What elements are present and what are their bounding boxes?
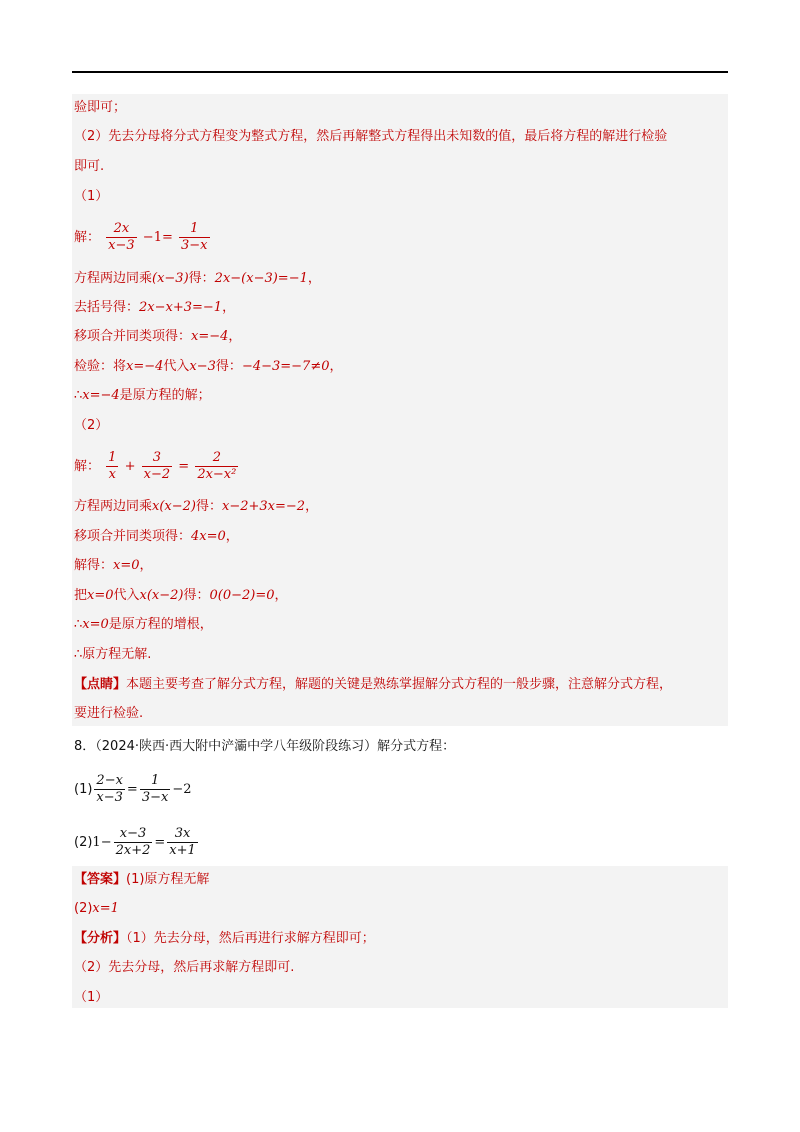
text: ， xyxy=(225,529,239,544)
part-label: （1） xyxy=(74,990,109,1005)
text: 得： xyxy=(196,499,223,514)
math: x=−4 xyxy=(82,388,120,403)
math: −1= xyxy=(142,230,173,245)
text: 去括号得： xyxy=(74,300,140,315)
numerator: 1 xyxy=(140,773,171,790)
math: = xyxy=(126,782,138,797)
analysis-line xyxy=(74,929,375,949)
text-line: 即可. xyxy=(74,159,105,174)
text: 方程两边同乘 xyxy=(74,499,153,514)
text: 解： xyxy=(74,230,101,245)
denominator: x−3 xyxy=(96,790,123,805)
step-line xyxy=(74,586,288,606)
text: 把 xyxy=(74,588,88,603)
numerator: 3 xyxy=(142,450,173,467)
math: x=1 xyxy=(92,901,119,916)
math: x(x−2) xyxy=(152,499,196,514)
text: ， xyxy=(307,271,321,286)
math: x=−4 xyxy=(126,359,164,374)
step-line xyxy=(74,527,239,547)
part-label: （2） xyxy=(74,418,109,433)
denominator: 2x+2 xyxy=(115,843,151,858)
step-line xyxy=(74,556,153,576)
math: x=0 xyxy=(87,588,114,603)
math: (x−3) xyxy=(152,271,189,286)
answer-line xyxy=(74,899,119,919)
answer-line xyxy=(74,870,209,890)
numerator: 1 xyxy=(179,221,210,238)
text: 解： xyxy=(74,459,101,474)
math: x=−4 xyxy=(191,329,229,344)
question-part xyxy=(74,826,200,859)
math: x−2+3x=−2 xyxy=(222,499,306,514)
math: 2x−(x−3)=−1 xyxy=(214,271,308,286)
text: 移项合并同类项得： xyxy=(74,529,192,544)
numerator: 2 xyxy=(195,450,238,467)
text: 得： xyxy=(215,359,242,374)
numerator: x−3 xyxy=(114,826,153,843)
text: 代入 xyxy=(113,588,140,603)
math: 2x−x+3=−1 xyxy=(139,300,223,315)
math: 4x=0 xyxy=(191,529,226,544)
text: ∴ xyxy=(74,388,83,403)
step-line xyxy=(74,357,343,377)
comment-line: 要进行检验. xyxy=(74,706,144,721)
text: ， xyxy=(274,588,288,603)
text-line: 验即可； xyxy=(74,100,127,115)
fraction xyxy=(195,450,238,483)
math: + xyxy=(124,459,136,474)
math: = xyxy=(154,835,166,850)
text: 本题主要考查了解分式方程，解题的关键是熟练掌握解分式方程的一般步骤，注意解分式方程， xyxy=(126,677,673,692)
text: ， xyxy=(305,499,319,514)
math: 1− xyxy=(92,835,112,850)
text: ， xyxy=(139,558,153,573)
denominator: 3−x xyxy=(181,238,208,253)
fraction xyxy=(106,450,118,483)
denominator: x−3 xyxy=(108,238,135,253)
math: x−3 xyxy=(189,359,216,374)
answer-tag: 【答案】 xyxy=(74,872,127,887)
math: −4−3=−7≠0 xyxy=(241,359,330,374)
text: 是原方程的解； xyxy=(119,388,211,403)
text: (2) xyxy=(74,835,93,850)
header-rule xyxy=(72,71,728,73)
fraction xyxy=(106,221,137,254)
numerator: 2x xyxy=(106,221,137,238)
text: 移项合并同类项得： xyxy=(74,329,192,344)
text: (2) xyxy=(74,901,93,916)
equation-line xyxy=(74,221,212,254)
question-part xyxy=(74,773,192,806)
text: 得： xyxy=(183,588,210,603)
denominator: x−2 xyxy=(143,467,171,482)
part-label: （1） xyxy=(74,189,109,204)
question-title: 8．（2024·陕西·西大附中浐灞中学八年级阶段练习）解分式方程： xyxy=(74,739,456,754)
step-line xyxy=(74,386,211,406)
math: = xyxy=(178,459,190,474)
text: 是原方程的增根， xyxy=(108,617,213,632)
math: 0(0−2)=0 xyxy=(209,588,275,603)
fraction xyxy=(167,826,198,859)
equation-line xyxy=(74,450,240,483)
fraction xyxy=(114,826,153,859)
denominator: x+1 xyxy=(169,843,196,858)
denominator: 2x−x² xyxy=(197,467,237,482)
text: 解得： xyxy=(74,558,114,573)
analysis-line: （2）先去分母，然后再求解方程即可. xyxy=(74,960,295,975)
text-line: （2）先去分母将分式方程变为整式方程，然后再解整式方程得出未知数的值，最后将方程的解进行检验 xyxy=(74,129,668,144)
step-line: ∴原方程无解. xyxy=(74,647,152,662)
step-line xyxy=(74,298,235,318)
step-line xyxy=(74,269,321,289)
text: 代入 xyxy=(163,359,190,374)
step-line xyxy=(74,615,213,635)
text: ， xyxy=(228,329,242,344)
denominator: x xyxy=(108,467,116,482)
text: 检验：将 xyxy=(74,359,127,374)
math: x(x−2) xyxy=(139,588,184,603)
step-line xyxy=(74,497,318,517)
text: ， xyxy=(222,300,236,315)
math: x=0 xyxy=(113,558,140,573)
fraction xyxy=(142,450,173,483)
text: (1)原方程无解 xyxy=(126,872,210,887)
fraction xyxy=(94,773,125,806)
numerator: 1 xyxy=(108,450,117,465)
text: ， xyxy=(329,359,343,374)
fraction xyxy=(179,221,210,254)
text: (1) xyxy=(74,782,93,797)
step-line xyxy=(74,327,241,347)
fraction xyxy=(140,773,171,806)
text: 得： xyxy=(188,271,215,286)
numerator: 2−x xyxy=(96,773,123,788)
denominator: 3−x xyxy=(141,790,169,805)
numerator: 3x xyxy=(167,826,198,843)
math: −2 xyxy=(172,782,192,797)
comment-tag: 【点睛】 xyxy=(74,677,127,692)
text: ∴ xyxy=(74,617,83,632)
analysis-tag: 【分析】 xyxy=(74,931,127,946)
comment-line xyxy=(74,675,672,695)
math: x=0 xyxy=(82,617,109,632)
text: 方程两边同乘 xyxy=(74,271,153,286)
text: （1）先去分母，然后再进行求解方程即可； xyxy=(126,931,375,946)
